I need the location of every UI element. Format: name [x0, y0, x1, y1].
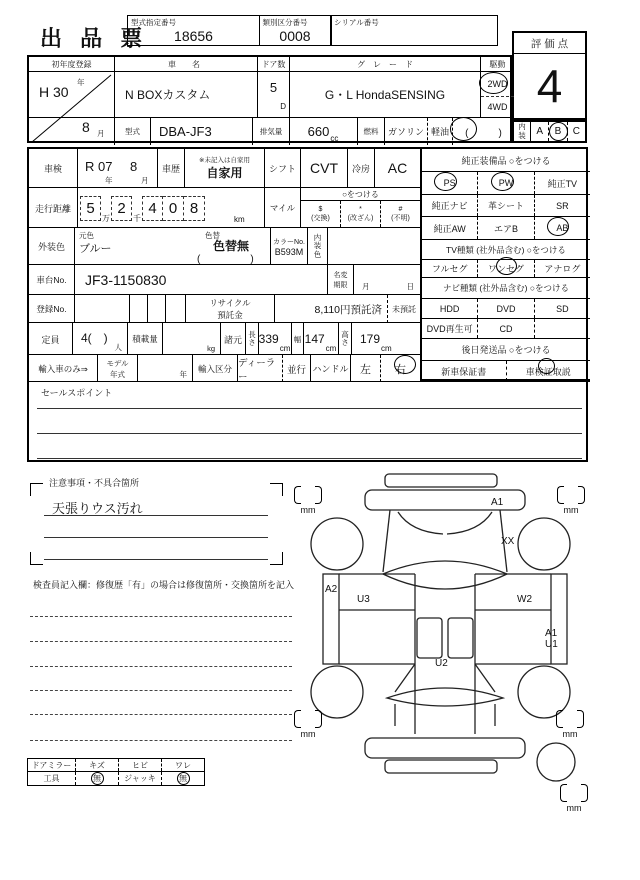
odometer-cell	[77, 188, 264, 228]
odo-mark-exchange-label: (交換)	[311, 214, 330, 222]
interior-label: 内装	[518, 122, 526, 140]
rating-label: 評 価 点	[514, 33, 585, 54]
equip-ps: PS	[443, 178, 456, 188]
odo-unit-sen: 千	[133, 214, 141, 223]
first-reg-year-unit: 年	[77, 78, 85, 87]
sales-line-3	[37, 458, 582, 459]
length-unit: cm	[279, 344, 291, 353]
bracket-left-glyph	[556, 710, 563, 728]
car-name-value: N BOXカスタム	[114, 72, 257, 117]
notes-line-1	[44, 515, 268, 516]
first-reg-label: 初年度登録	[29, 57, 114, 72]
cowl-right-arc	[447, 512, 492, 534]
ext-color-label: 外装色	[37, 242, 65, 252]
inspector-note: 検査員記入欄：修復歴「有」の場合は修復箇所・交換箇所を記入	[33, 580, 295, 590]
right-seat-shape	[448, 618, 473, 658]
measure-bracket-rear-right	[556, 710, 584, 739]
circle-mark-handle-right	[394, 355, 416, 374]
bracket-left-glyph	[557, 486, 564, 504]
equip-row-2	[422, 195, 590, 217]
drive-option-4wd: 4WD	[487, 102, 508, 112]
mile-label: マイル	[264, 188, 300, 228]
damage-label-front: A1	[491, 497, 504, 508]
import-class-label: 輸入区分	[192, 355, 237, 382]
repaint-value: 色替無	[213, 239, 250, 253]
fuel-paren: ( )	[452, 118, 514, 145]
equip-aw: 純正AW	[433, 223, 466, 234]
color-row	[29, 227, 420, 264]
jack-label: ジャッキ	[118, 772, 161, 785]
mileage-label: 走行距離	[34, 203, 71, 214]
later-shipment-row	[422, 361, 590, 381]
odo-mark-unknown-label: (不明)	[391, 214, 410, 222]
rear-window-shape	[387, 688, 503, 706]
reg-no-cell-3	[147, 295, 165, 323]
history-value: 自家用	[206, 166, 243, 180]
odo-mark-unknown	[380, 201, 420, 227]
load-cell	[162, 323, 220, 355]
registration-row	[29, 294, 420, 322]
repaint-paren: ( )	[197, 254, 254, 265]
shift-label: シフト	[264, 149, 300, 187]
base-color-label: 元色	[79, 231, 94, 240]
model-year-label-2: 年式	[110, 369, 125, 379]
notes-line-2	[44, 537, 268, 538]
circle-mark-oneseg	[496, 257, 517, 275]
repaint-label: 色替	[205, 231, 220, 240]
measure-bracket-spare	[560, 784, 588, 813]
capacity-label: 定員	[41, 334, 60, 345]
notes-corner-br	[270, 552, 283, 565]
odo-digit-10: 0	[163, 196, 184, 221]
inspector-line-1	[30, 616, 292, 617]
sales-point-cell	[29, 381, 590, 464]
class-number-value: 0008	[279, 28, 311, 44]
sales-point-label: セールスポイント	[41, 388, 113, 398]
color-no-cell	[270, 228, 307, 265]
rear-plate-shape	[385, 760, 497, 773]
history-label: 車歴	[157, 149, 184, 187]
cooling-value: AC	[374, 149, 420, 187]
shift-value: CVT	[300, 149, 347, 187]
sales-line-2	[37, 433, 582, 434]
drive-option-2wd: 2WD	[481, 72, 514, 97]
fuel-option-gasoline: ガソリン	[384, 118, 427, 145]
odo-mark-tampered	[340, 201, 380, 227]
bracket-right-glyph	[578, 486, 585, 504]
model-year-unit: 年	[179, 370, 187, 379]
import-parallel: 並行	[282, 355, 310, 382]
capacity-unit: 人	[114, 343, 122, 352]
measure-bracket-front-right	[557, 486, 585, 515]
name-change-label	[327, 265, 353, 295]
crack-label: ヒビ	[118, 759, 161, 771]
inspector-line-3	[30, 666, 292, 667]
import-row	[29, 354, 420, 381]
base-color-value: ブルー	[79, 243, 112, 255]
right-sill-shape	[551, 574, 567, 664]
chassis-value: JF3-1150830	[74, 265, 327, 295]
reg-no-cell-2	[129, 295, 147, 323]
interior-grade-c: C	[567, 122, 585, 141]
model-designation-label: 型式指定番号	[131, 18, 176, 27]
bracket-right-glyph	[315, 486, 322, 504]
chassis-row	[29, 264, 420, 294]
bracket-left-glyph	[294, 710, 301, 728]
inspector-line-2	[30, 641, 292, 642]
width-value	[303, 323, 338, 355]
odo-mark-unknown-symbol: #	[398, 205, 403, 213]
circle-mark-ab	[547, 217, 569, 236]
int-color-value	[327, 228, 420, 265]
odo-digit-1k: 2	[111, 196, 132, 221]
bracket-right-glyph	[315, 710, 322, 728]
capacity-value: 4( )	[81, 331, 108, 345]
cooling-label: 冷房	[347, 149, 374, 187]
tools-row-1	[28, 759, 204, 772]
height-label: 高さ	[338, 323, 351, 355]
jack-status-mark: 無	[177, 772, 190, 785]
color-no-label: カラーNo.	[273, 238, 305, 246]
serial-number-value	[331, 28, 497, 44]
grade-value: G・L HondaSENSING	[289, 72, 480, 117]
recycle-label	[185, 295, 274, 323]
name-change-label-2: 期限	[333, 282, 348, 289]
tools-label: 工具	[43, 774, 60, 783]
equip-ab: AB	[534, 217, 590, 239]
displacement-unit: cc	[330, 134, 339, 143]
cd: CD	[477, 319, 533, 338]
width-number: 147	[304, 332, 325, 346]
history-cell	[184, 149, 264, 187]
first-reg-spacer	[29, 118, 114, 145]
spec-label: 諸元	[220, 323, 245, 355]
model-year-label-1: モデル	[106, 358, 129, 368]
vehicle-identity-block	[27, 55, 512, 143]
doors-value: 5	[269, 79, 278, 95]
inspector-line-6	[30, 740, 292, 741]
hood-left-line	[383, 510, 390, 572]
measure-unit: mm	[562, 729, 578, 739]
chassis-label: 車台No.	[36, 275, 67, 285]
circle-mark-gasoline	[450, 117, 477, 141]
interior-grade-b: B	[548, 122, 566, 141]
tv-oneseg: ワンセグ	[477, 260, 533, 277]
reg-no-cell-1	[74, 295, 129, 323]
sales-line-1	[37, 408, 582, 409]
navi-hdd: HDD	[439, 303, 460, 314]
height-number: 179	[360, 332, 381, 346]
notes-corner-tl	[30, 483, 43, 496]
equip-navi: 純正ナビ	[431, 201, 468, 211]
dvd-playable: DVD再生可	[426, 324, 473, 334]
day-char: 日	[406, 282, 414, 291]
sheet-title: 出 品 票	[40, 26, 149, 51]
grade-label: グ レ ー ド	[289, 57, 480, 72]
door-mirror-label: ドアミラー	[31, 760, 72, 770]
navi-dvd: DVD	[477, 299, 533, 318]
odo-mark-tampered-label: (改ざん)	[347, 214, 374, 222]
shaken-month-unit: 月	[141, 176, 149, 185]
color-cell	[74, 228, 270, 265]
fuel-option-diesel: 軽油	[427, 118, 452, 145]
field-model-designation	[127, 15, 260, 46]
details-block	[27, 147, 588, 462]
rear-bumper-shape	[365, 738, 525, 758]
class-number-label: 類別区分番号	[262, 18, 308, 27]
bracket-left-glyph	[560, 784, 567, 802]
break-label: ワレ	[161, 759, 204, 771]
shaken-label: 車検	[43, 163, 62, 174]
navi-type-row-1	[422, 299, 590, 319]
notes-label: 注意事項・不具合箇所	[46, 476, 142, 489]
field-serial-number	[330, 15, 498, 46]
bracket-right-glyph	[577, 710, 584, 728]
notes-line-3	[44, 559, 268, 560]
first-reg-month-unit: 月	[97, 129, 105, 138]
displacement-label: 排気量	[252, 118, 289, 145]
first-reg-month: 8	[82, 119, 90, 135]
car-name-label: 車 名	[114, 57, 257, 72]
front-right-wheel	[518, 518, 570, 570]
damage-label-front-left-door: U3	[357, 594, 370, 605]
drive-label: 駆動	[480, 57, 514, 72]
circle-mark-pw	[491, 172, 514, 191]
odo-marks-cell	[300, 188, 420, 228]
shaken-year: R 07	[85, 159, 113, 174]
equip-header: 純正装備品 ○をつける	[422, 149, 590, 172]
length-label: 長さ	[245, 323, 258, 355]
displacement-number: 660	[307, 124, 330, 139]
cabin-side-lines	[415, 574, 475, 734]
month-char: 月	[362, 282, 370, 291]
height-unit: cm	[381, 344, 392, 353]
length-number: 339	[258, 332, 279, 346]
handle-label: ハンドル	[310, 355, 350, 382]
odo-unit-km: km	[234, 215, 245, 224]
notes-corner-bl	[30, 552, 43, 565]
front-left-wheel	[311, 518, 363, 570]
measure-unit: mm	[300, 505, 316, 515]
equip-airbag: エアB	[477, 217, 533, 239]
model-designation-value: 18656	[174, 28, 213, 44]
color-no-value: B593M	[274, 246, 304, 257]
front-plate-shape	[385, 474, 497, 487]
later-shipment-header: 後日発送品 ○をつける	[422, 339, 590, 361]
navi-type-header: ナビ種類 (社外品含む) ○をつける	[422, 278, 590, 299]
doors-unit: D	[280, 102, 286, 111]
odo-marks-options	[301, 201, 420, 227]
damage-label-rear-right-door-a1: A1	[545, 628, 558, 639]
measure-unit: mm	[566, 803, 582, 813]
damage-label-sill: A2	[325, 584, 338, 595]
windshield-shape	[383, 561, 507, 589]
model-fuel-row	[29, 117, 514, 145]
damage-label-front-right-door: W2	[517, 594, 532, 605]
damage-label-rear-right-door-u1: U1	[545, 639, 558, 650]
model-code-value: DBA-JF3	[150, 118, 252, 145]
doors-label: ドア数	[257, 57, 289, 72]
displacement-value	[289, 118, 357, 145]
shaken-month: 8	[130, 159, 138, 174]
circle-mark-interior-b	[549, 122, 568, 141]
reg-no-cell-4	[165, 295, 185, 323]
length-value	[258, 323, 291, 355]
rating-box	[512, 31, 587, 120]
odo-digit-10k: 5	[80, 196, 101, 221]
mileage-row	[29, 187, 420, 227]
measure-bracket-rear-left	[294, 710, 322, 739]
new-car-warranty: 新車保証書	[441, 366, 487, 377]
recycle-alt: 未預託	[387, 295, 420, 323]
odo-digit-1: 8	[184, 196, 205, 221]
shaken-cert-manual: 車検証取説	[506, 361, 591, 381]
rear-body-lines	[395, 704, 495, 726]
bracket-right-glyph	[581, 784, 588, 802]
navi-sd: SD	[534, 299, 590, 318]
recycle-label-1: リサイクル	[209, 298, 251, 308]
odo-mark-exchange	[301, 201, 340, 227]
first-reg-year: H 30	[39, 84, 69, 100]
odo-unit-man: 万	[102, 214, 110, 223]
shaken-cell	[77, 149, 157, 187]
capacity-cell	[72, 323, 127, 355]
tools-row-2	[28, 772, 204, 785]
handle-right: 右	[380, 355, 420, 382]
odo-mark-tampered-symbol: *	[359, 205, 362, 213]
equip-tv: 純正TV	[534, 172, 590, 194]
damage-label-floor: U2	[435, 658, 448, 669]
int-color-label: 内装色	[307, 228, 327, 265]
name-change-label-1: 名変	[333, 272, 348, 279]
width-unit: cm	[325, 344, 337, 353]
circle-mark-document	[538, 358, 555, 374]
bracket-left-glyph	[294, 486, 301, 504]
tv-fullseg: フルセグ	[431, 264, 468, 274]
recycle-label-2: 預託金	[217, 310, 243, 320]
left-seat-shape	[417, 618, 442, 658]
height-value	[351, 323, 420, 355]
equip-leather: 革シート	[477, 195, 533, 216]
import-dealer: ディーラー	[237, 355, 282, 382]
measure-bracket-front-left	[294, 486, 322, 515]
circle-mark-2wd	[479, 72, 508, 94]
scratch-label: キズ	[75, 759, 118, 771]
measure-unit: mm	[300, 729, 316, 739]
reg-no-label: 登録No.	[36, 304, 67, 314]
equip-pw: PW	[477, 172, 533, 194]
jack-status	[161, 772, 204, 785]
measure-unit: mm	[563, 505, 579, 515]
navi-empty-cell	[534, 319, 590, 338]
circle-mark-ps	[434, 172, 457, 191]
model-year-label	[97, 355, 137, 382]
doors-cell	[257, 72, 289, 117]
shaken-year-unit: 年	[105, 176, 113, 185]
odo-marks-note: ○をつける	[301, 188, 420, 201]
import-only-label: 輸入車のみ⇒	[38, 363, 88, 374]
notes-text: 天張りウス汚れ	[52, 501, 143, 516]
odo-mark-exchange-symbol: $	[318, 205, 323, 213]
model-year-cell	[137, 355, 192, 382]
inspector-line-4	[30, 690, 292, 691]
damage-label-fender: XX	[501, 536, 515, 547]
car-damage-diagram	[295, 468, 595, 818]
load-unit: kg	[207, 344, 215, 353]
tv-analog: アナログ	[534, 260, 590, 277]
history-note: ※未記入は自家用	[199, 157, 250, 164]
tools-table	[27, 758, 205, 786]
load-label: 積載量	[127, 323, 162, 355]
field-class-number	[259, 15, 332, 46]
spare-tire-shape	[537, 743, 575, 781]
recycle-value: 8,110円預託済	[274, 295, 387, 323]
navi-type-row-2	[422, 319, 590, 339]
serial-number-label: シリアル番号	[334, 18, 379, 27]
shaken-row	[29, 149, 420, 187]
rating-score: 4	[536, 60, 563, 112]
tools-status-mark: 無	[91, 772, 104, 785]
width-label: 幅	[291, 323, 303, 355]
equip-sr: SR	[534, 195, 590, 216]
fuel-label: 燃料	[357, 118, 384, 145]
notes-corner-tr	[270, 483, 283, 496]
cowl-left-arc	[398, 512, 443, 534]
interior-grade-a: A	[530, 122, 548, 141]
capacity-row	[29, 322, 420, 354]
model-code-label: 型式	[114, 118, 150, 145]
odo-digit-100: 4	[142, 196, 163, 221]
handle-left: 左	[350, 355, 380, 382]
tv-type-header: TV種類 (社外品含む) ○をつける	[422, 240, 590, 260]
tools-status	[75, 772, 118, 785]
inspector-line-5	[30, 714, 292, 715]
name-change-value	[353, 265, 420, 295]
